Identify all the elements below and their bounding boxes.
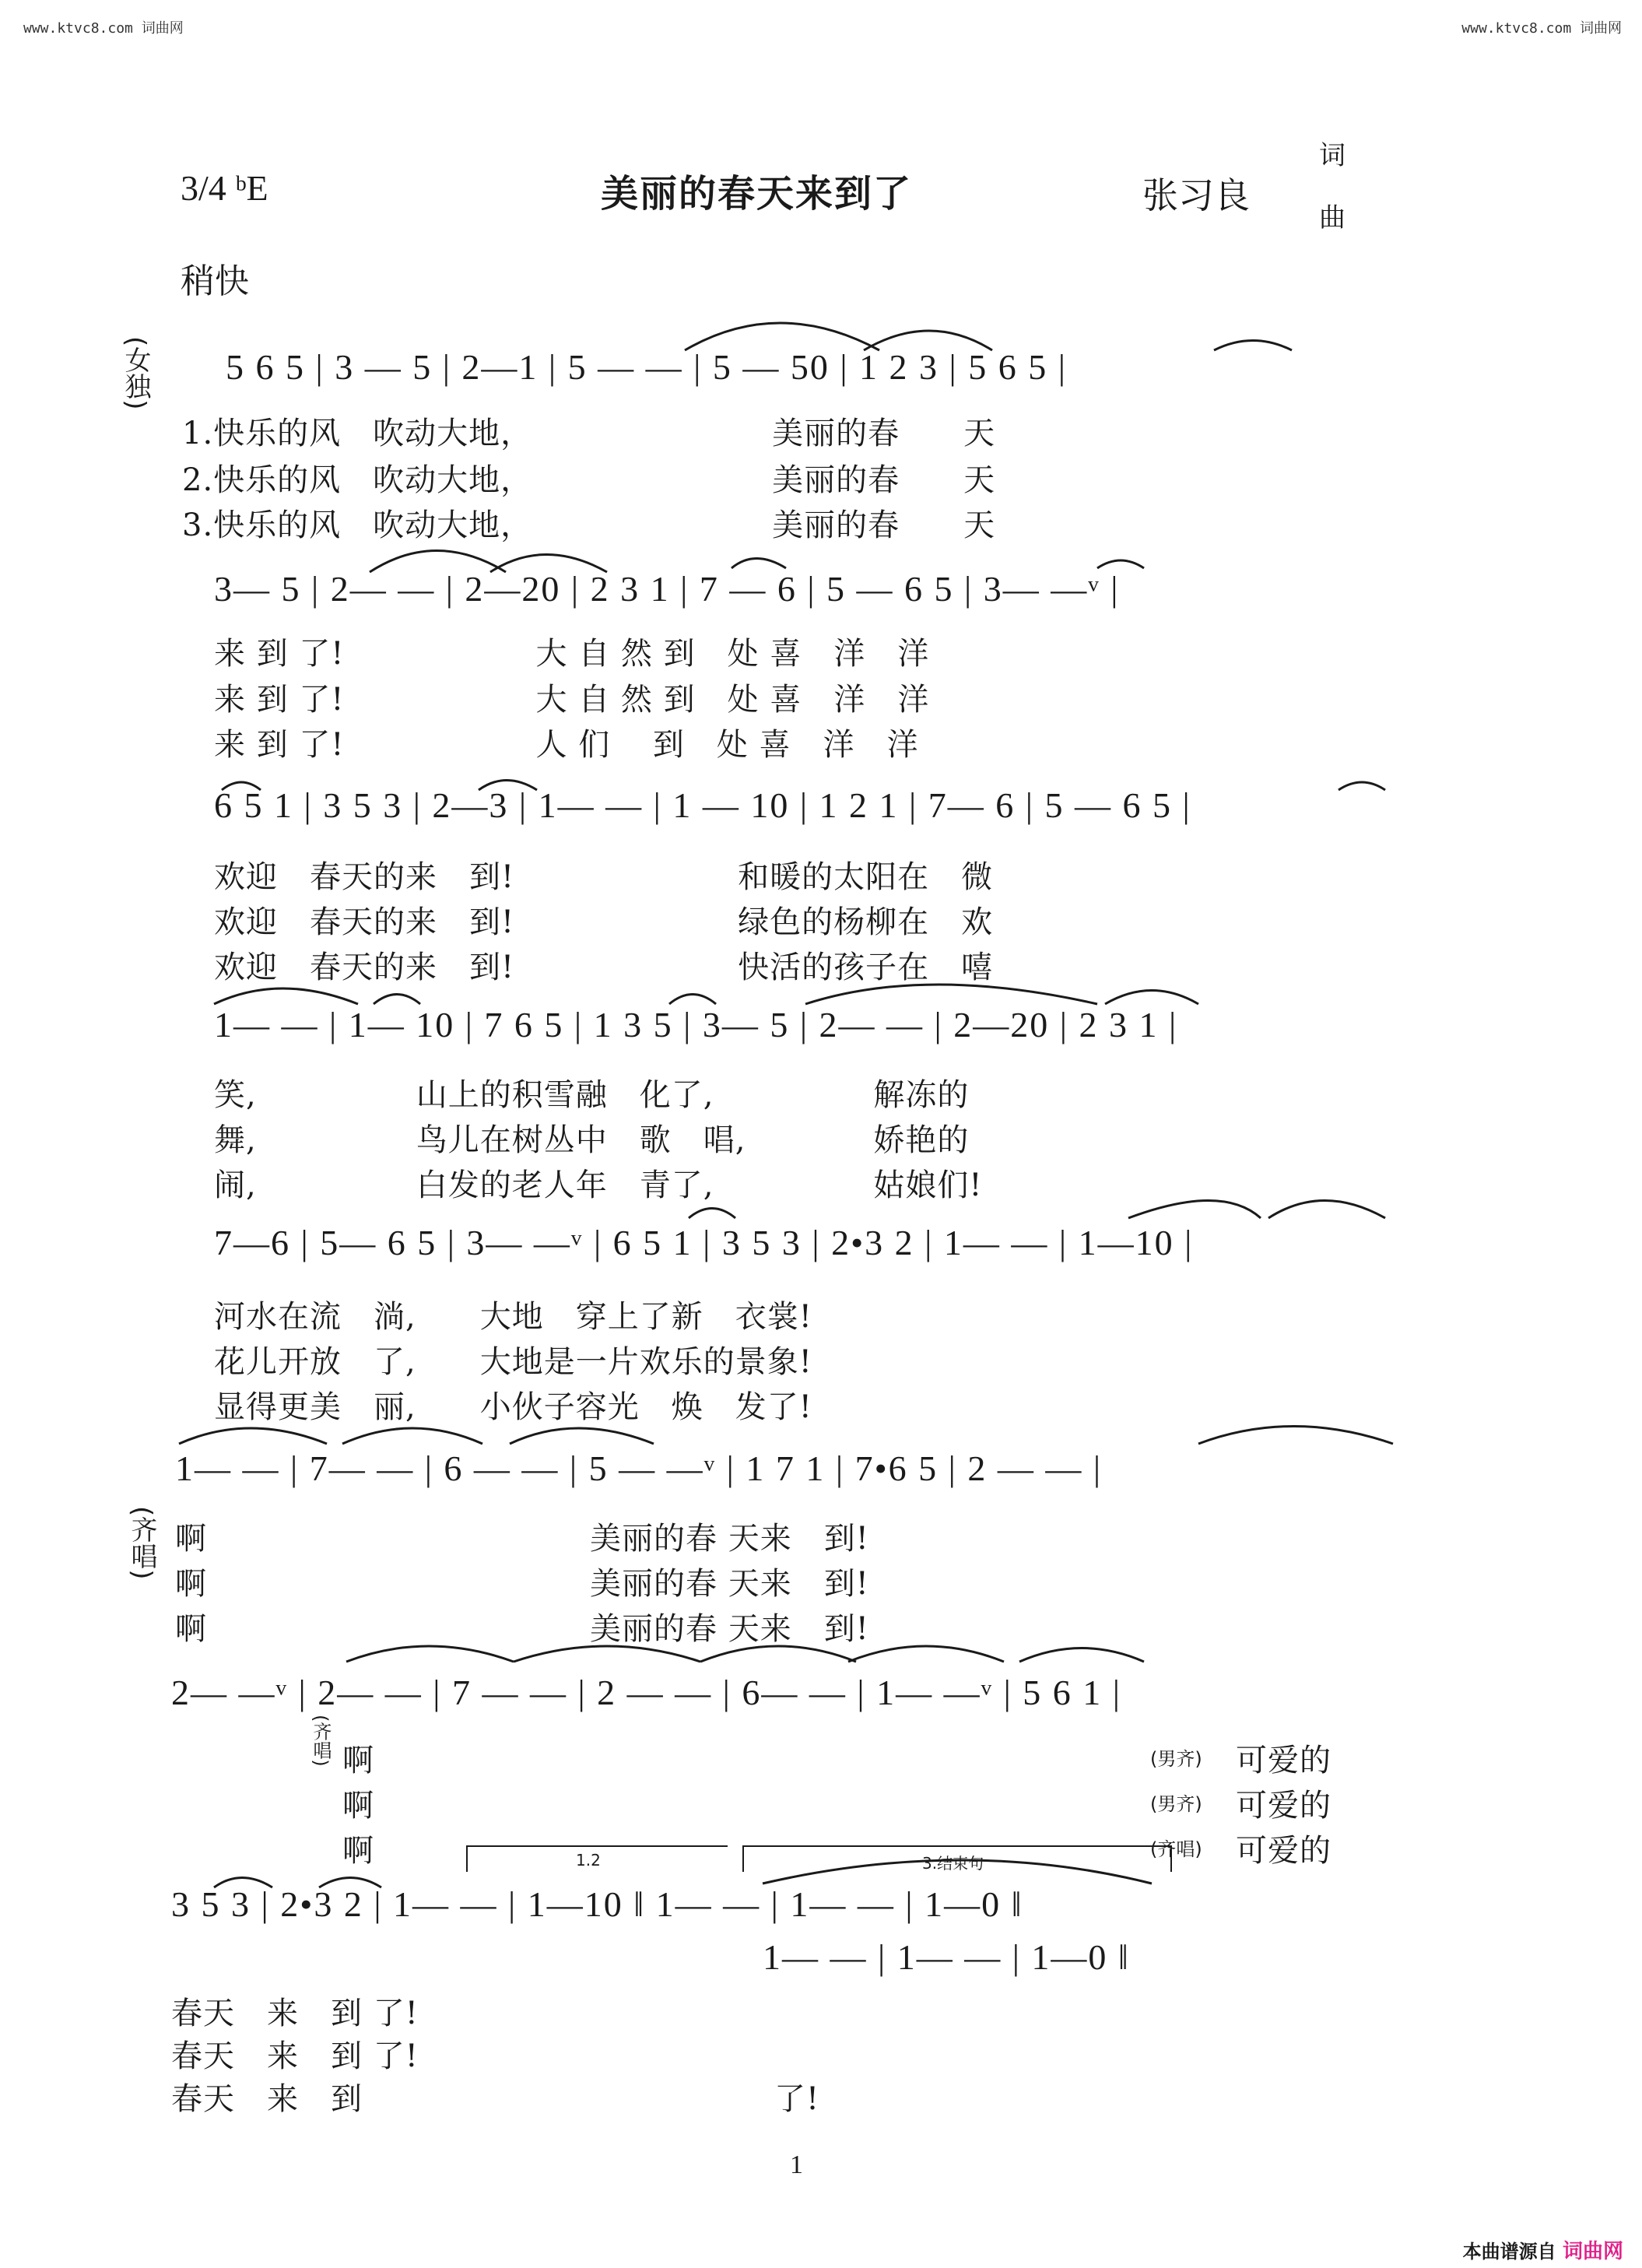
slur-arc: [342, 1428, 482, 1444]
source-watermark-left: www.ktvc8.com 词曲网: [23, 20, 184, 37]
system-8-notes-lower: 1— — | 1— — | 1—0 ‖: [763, 1937, 1130, 1977]
system-6-lyric-2: 啊 美丽的春 天来 到!: [175, 1566, 869, 1602]
system-8-lyric-2: 春天 来 到 了!: [171, 2038, 419, 2074]
system-4-lyric-1: 笑, 山上的积雪融 化了, 解冻的: [214, 1077, 970, 1113]
chorus-label-small: (齐唱): [310, 1715, 332, 1767]
slur-arc: [1339, 782, 1385, 790]
meter-and-key: 3/4 ᵇE: [181, 168, 268, 208]
system-3-lyric-2: 欢迎 春天的来 到! 绿色的杨柳在 欢: [214, 904, 994, 940]
role-music: 曲: [1319, 202, 1346, 233]
slur-arc: [1097, 560, 1144, 568]
page-number: 1: [790, 2150, 803, 2179]
slur-arc: [1105, 991, 1198, 1005]
system-5-notes: 7—6 | 5— 6 5 | 3— —ᵛ | 6 5 1 | 3 5 3 | 2•3 2 | 1— — | 1—10 |: [214, 1223, 1194, 1262]
system-5-lyric-3: 显得更美 丽, 小伙子容光 焕 发了!: [214, 1389, 812, 1425]
system-5-lyric-2: 花儿开放 了, 大地是一片欢乐的景象!: [214, 1344, 812, 1380]
slur-arc: [214, 988, 358, 1004]
footer-source-brand: 词曲网: [1562, 2240, 1623, 2263]
part-label-men-1: (男齐): [1150, 1748, 1202, 1770]
footer-source-prefix: 本曲谱源自: [1462, 2241, 1556, 2263]
slur-arc: [805, 985, 1097, 1004]
volta-label-3: 3.结束句: [922, 1854, 984, 1873]
slur-arc: [514, 1646, 700, 1662]
slur-arc: [1214, 341, 1292, 351]
slur-arc: [669, 995, 716, 1005]
role-lyric: 词: [1319, 140, 1346, 171]
system-3-lyric-3: 欢迎 春天的来 到! 快活的孩子在 嘻: [214, 950, 994, 985]
system-3-lyric-1: 欢迎 春天的来 到! 和暖的太阳在 微: [214, 859, 994, 895]
system-2-lyric-1: 来 到 了! 大 自 然 到 处 喜 洋 洋: [214, 636, 930, 672]
system-1-lyric-1: 1.快乐的风 吹动大地， 美丽的春 天: [182, 416, 996, 451]
system-8-last-word: 了!: [774, 2081, 820, 2117]
volta-label-1-2: 1.2: [576, 1851, 601, 1870]
tempo-marking: 稍快: [181, 262, 249, 301]
system-1-lyric-3: 3.快乐的风 吹动大地， 美丽的春 天: [182, 507, 996, 543]
system-2-notes: 3— 5 | 2— — | 2—20 | 2 3 1 | 7 — 6 | 5 — 6 5 | 3— —ᵛ |: [214, 569, 1120, 609]
slur-arc: [374, 995, 420, 1005]
system-7-end-lyric-3: 可爱的: [1236, 1833, 1331, 1869]
system-7-end-lyric-2: 可爱的: [1236, 1788, 1331, 1824]
system-8-lyric-3: 春天 来 到: [171, 2081, 363, 2117]
footer-source: [1463, 2235, 1623, 2264]
slur-arc: [1019, 1648, 1144, 1662]
system-7-lyric-1: 啊: [342, 1743, 374, 1778]
system-8-notes: 3 5 3 | 2•3 2 | 1— — | 1—10 ‖ 1— — | 1— — | 1—0 ‖: [171, 1884, 1023, 1924]
system-4-lyric-2: 舞, 鸟儿在树丛中 歌 唱, 娇艳的: [214, 1122, 970, 1158]
slur-arc: [510, 1428, 654, 1444]
page-title: 美丽的春天来到了: [601, 172, 913, 216]
slur-arc: [346, 1646, 514, 1662]
system-3-notes: 6 5 1 | 3 5 3 | 2—3 | 1— — | 1 — 10 | 1 2 1 | 7— 6 | 5 — 6 5 |: [214, 785, 1191, 825]
system-4-lyric-3: 闹, 白发的老人年 青了, 姑娘们!: [214, 1167, 983, 1203]
system-2-lyric-3: 来 到 了! 人 们 到 处 喜 洋 洋: [214, 727, 919, 763]
system-6-lyric-1: 啊 美丽的春 天来 到!: [175, 1521, 869, 1557]
slur-arc: [700, 1646, 856, 1662]
system-4-notes: 1— — | 1— 10 | 7 6 5 | 1 3 5 | 3— 5 | 2— — | 2—20 | 2 3 1 |: [214, 1005, 1178, 1044]
system-7-lyric-2: 啊: [342, 1788, 374, 1824]
slur-arc: [689, 1209, 735, 1219]
system-6-notes: 1— — | 7— — | 6 — — | 5 — —ᵛ | 1 7 1 | 7•6 5 | 2 — — |: [175, 1448, 1103, 1488]
solo-label: (女独): [120, 336, 151, 410]
system-1-notes: 5 6 5 | 3 — 5 | 2—1 | 5 — — | 5 — 50 | 1 2 3 | 5 6 5 |: [226, 347, 1067, 387]
system-5-lyric-1: 河水在流 淌, 大地 穿上了新 衣裳!: [214, 1299, 812, 1335]
system-1-lyric-2: 2.快乐的风 吹动大地， 美丽的春 天: [182, 462, 996, 498]
system-2-lyric-2: 来 到 了! 大 自 然 到 处 喜 洋 洋: [214, 682, 930, 718]
source-watermark-right: www.ktvc8.com 词曲网: [1461, 20, 1622, 37]
system-7-notes: 2— —ᵛ | 2— — | 7 — — | 2 — — | 6— — | 1— —ᵛ | 5 6 1 |: [171, 1673, 1122, 1712]
system-8-lyric-1: 春天 来 到 了!: [171, 1996, 419, 2031]
part-label-men-2: (男齐): [1150, 1793, 1202, 1815]
slur-arc: [1198, 1427, 1393, 1445]
system-7-lyric-3: 啊: [342, 1833, 374, 1869]
slur-arc: [848, 1646, 1004, 1662]
system-7-end-lyric-1: 可爱的: [1236, 1743, 1331, 1778]
chorus-label: (齐唱): [126, 1506, 157, 1580]
system-6-lyric-3: 啊 美丽的春 天来 到!: [175, 1611, 869, 1647]
part-label-all: (齐唱): [1150, 1838, 1202, 1860]
composer-name: 张习良: [1142, 174, 1250, 216]
slur-arc: [732, 559, 786, 569]
slur-arc: [1268, 1201, 1385, 1219]
slur-arc: [1128, 1201, 1261, 1219]
slur-arc: [179, 1428, 327, 1444]
